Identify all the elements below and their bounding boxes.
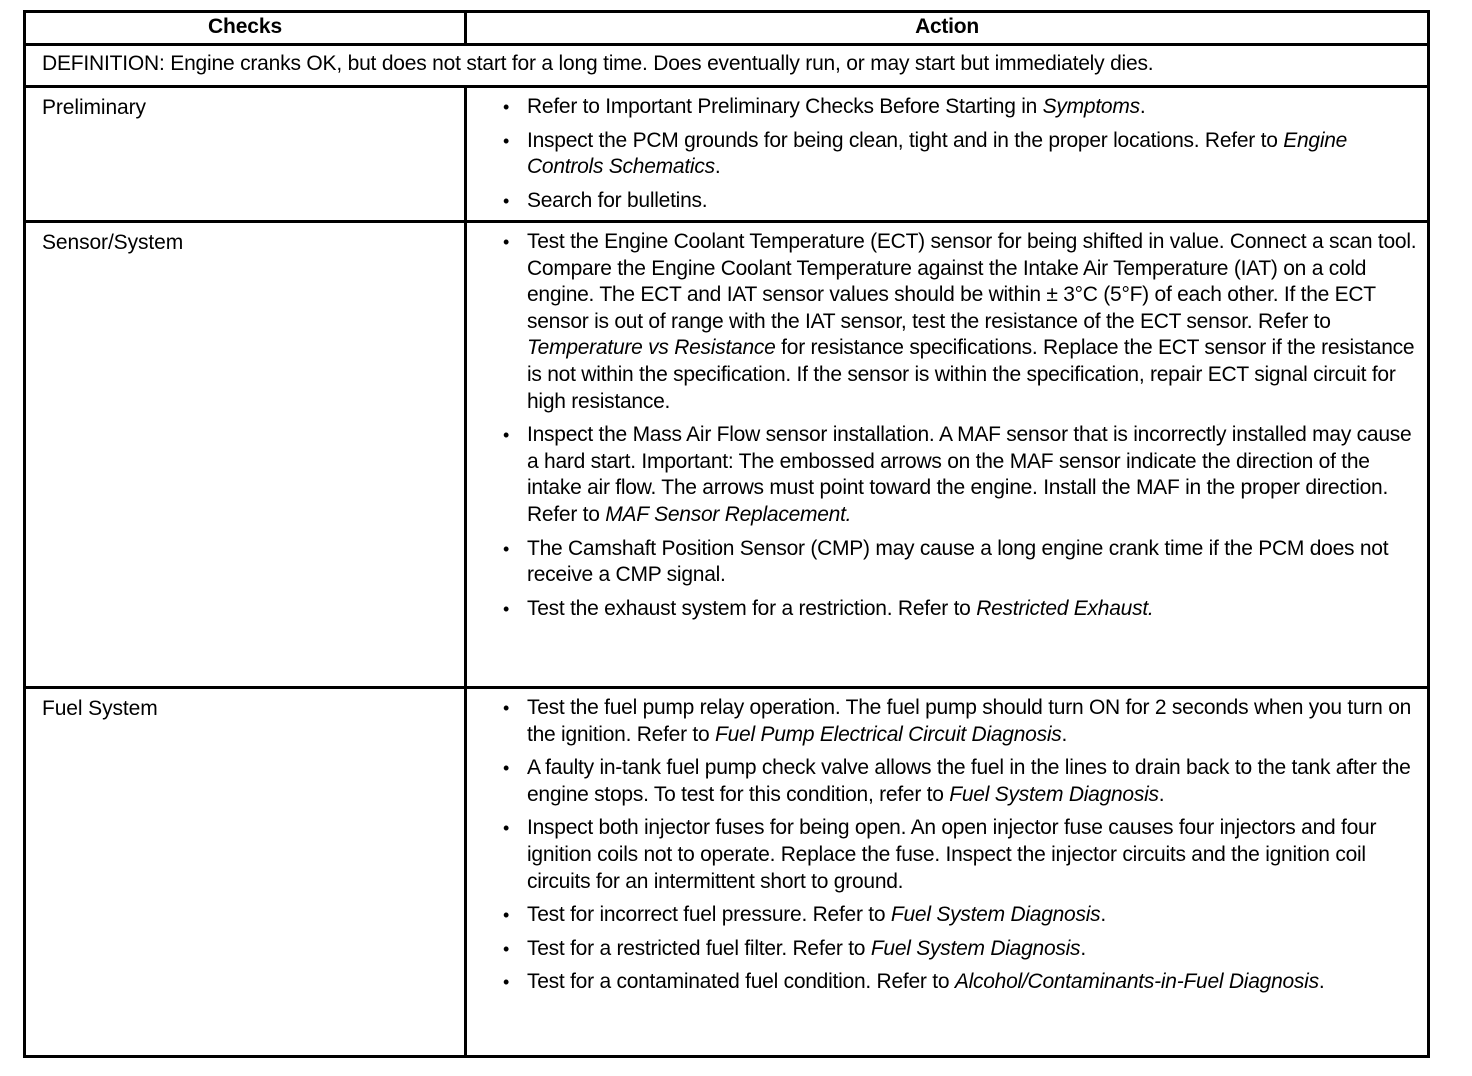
action-item bbox=[503, 755, 1417, 808]
table-row bbox=[26, 88, 1427, 223]
action-text-tail: . bbox=[1100, 903, 1106, 927]
reference-link: Fuel System Diagnosis bbox=[890, 903, 1101, 927]
header-checks: Checks bbox=[26, 13, 467, 43]
table-header-row bbox=[26, 13, 1427, 46]
bullet-icon: • bbox=[503, 905, 510, 926]
action-cell bbox=[467, 88, 1427, 220]
bullet-icon: • bbox=[503, 758, 510, 779]
action-item bbox=[503, 94, 1417, 121]
bullet-icon: • bbox=[503, 538, 510, 559]
table-row bbox=[26, 689, 1427, 1055]
action-text-tail: . bbox=[1158, 782, 1165, 806]
reference-link: Engine Controls Schematics bbox=[527, 128, 1348, 179]
bullet-icon: • bbox=[503, 698, 510, 718]
check-label: Preliminary bbox=[26, 88, 467, 220]
bullet-icon: • bbox=[503, 130, 510, 151]
action-item bbox=[503, 188, 1417, 215]
reference-link: Restricted Exhaust. bbox=[976, 596, 1154, 620]
action-text: Test the Engine Coolant Temperature (ECT) sensor for being shifted in value. Connect a scan tool. Compare the Engine Coolant Temperature against the Intake Air Temperature (IAT) on a cold engine. The ECT and IAT sensor values should be within ± 3°C (5°F) of each other. If the ECT sensor is out of range with the IAT sensor, test the resistance of the ECT sensor. Refer to bbox=[527, 230, 1417, 333]
action-text-tail: . bbox=[1080, 936, 1086, 960]
bullet-icon: • bbox=[503, 938, 510, 959]
definition-row bbox=[26, 46, 1427, 88]
action-item bbox=[503, 695, 1417, 748]
reference-link: Temperature vs Resistance bbox=[527, 336, 776, 360]
action-item bbox=[503, 422, 1417, 528]
action-list bbox=[503, 94, 1417, 214]
check-label: Fuel System bbox=[26, 689, 467, 1055]
action-list bbox=[503, 695, 1417, 996]
action-item bbox=[503, 902, 1417, 929]
bullet-icon: • bbox=[503, 972, 510, 993]
action-text-tail: . bbox=[1061, 722, 1068, 746]
action-item bbox=[503, 128, 1417, 181]
action-text: Test for incorrect fuel pressure. Refer to bbox=[527, 903, 891, 927]
action-item bbox=[503, 536, 1417, 589]
action-text-tail: . bbox=[1318, 970, 1325, 994]
definition-text: DEFINITION: Engine cranks OK, but does not start for a long time. Does eventually run, or may start but immediately dies. bbox=[42, 52, 1154, 75]
action-text: Test the fuel pump relay operation. The fuel pump should turn ON for 2 seconds when you turn on the ignition. Refer to bbox=[527, 696, 1412, 746]
action-item bbox=[503, 815, 1417, 895]
action-text: Inspect the Mass Air Flow sensor installation. A MAF sensor that is incorrectly installed may cause a hard start. Important: The embossed arrows on the MAF sensor indicate the direction of the intake air flow. The arrows must point toward the engine. Install the MAF in the proper direction. Refer to bbox=[527, 423, 1412, 526]
action-text: The Camshaft Position Sensor (CMP) may cause a long engine crank time if the PCM does not receive a CMP signal. bbox=[527, 536, 1389, 587]
action-cell bbox=[467, 223, 1427, 686]
bullet-icon: • bbox=[503, 818, 510, 839]
action-item bbox=[503, 936, 1417, 963]
header-action: Action bbox=[915, 15, 979, 38]
bullet-icon: • bbox=[503, 190, 510, 211]
action-item bbox=[503, 596, 1417, 623]
bullet-icon: • bbox=[503, 598, 510, 619]
action-text: Test for a contaminated fuel condition. Refer to bbox=[527, 970, 955, 994]
reference-link: Fuel System Diagnosis bbox=[949, 782, 1159, 806]
reference-link: Fuel System Diagnosis bbox=[870, 936, 1081, 960]
table-row bbox=[26, 223, 1427, 689]
action-text: Inspect both injector fuses for being open. An open injector fuse causes four injectors and four ignition coils not to operate. Replace the fuse. Inspect the injector circuits and the ignition coil circuits for an intermittent short to ground. bbox=[527, 816, 1377, 893]
action-item bbox=[503, 229, 1417, 415]
reference-link: Alcohol/Contaminants-in-Fuel Diagnosis bbox=[954, 970, 1319, 994]
action-text: Test the exhaust system for a restriction. Refer to bbox=[527, 596, 977, 620]
action-cell bbox=[467, 689, 1427, 1055]
reference-link: Symptoms bbox=[1042, 95, 1140, 118]
action-text: Search for bulletins. bbox=[527, 188, 708, 212]
action-item bbox=[503, 969, 1417, 996]
bullet-icon: • bbox=[503, 232, 510, 252]
action-list bbox=[503, 229, 1417, 622]
reference-link: MAF Sensor Replacement. bbox=[605, 502, 852, 526]
check-label: Sensor/System bbox=[26, 223, 467, 686]
action-text: Refer to Important Preliminary Checks Before Starting in bbox=[527, 95, 1043, 118]
action-text-tail: . bbox=[714, 155, 721, 179]
bullet-icon: • bbox=[503, 425, 510, 446]
diagnostic-table bbox=[23, 10, 1430, 1058]
action-text: A faulty in-tank fuel pump check valve allows the fuel in the lines to drain back to the tank after the engine stops. To test for this condition, refer to bbox=[527, 756, 1411, 806]
action-text-tail: for resistance specifications. Replace the ECT sensor if the resistance is not within the specification. If the sensor is within the specification, repair ECT signal circuit for high resistance. bbox=[527, 336, 1415, 413]
action-text-tail: . bbox=[1139, 95, 1146, 118]
action-text: Test for a restricted fuel filter. Refer to bbox=[527, 936, 871, 960]
bullet-icon: • bbox=[503, 97, 510, 117]
action-text: Inspect the PCM grounds for being clean, tight and in the proper locations. Refer to bbox=[527, 128, 1284, 152]
reference-link: Fuel Pump Electrical Circuit Diagnosis bbox=[715, 722, 1062, 746]
